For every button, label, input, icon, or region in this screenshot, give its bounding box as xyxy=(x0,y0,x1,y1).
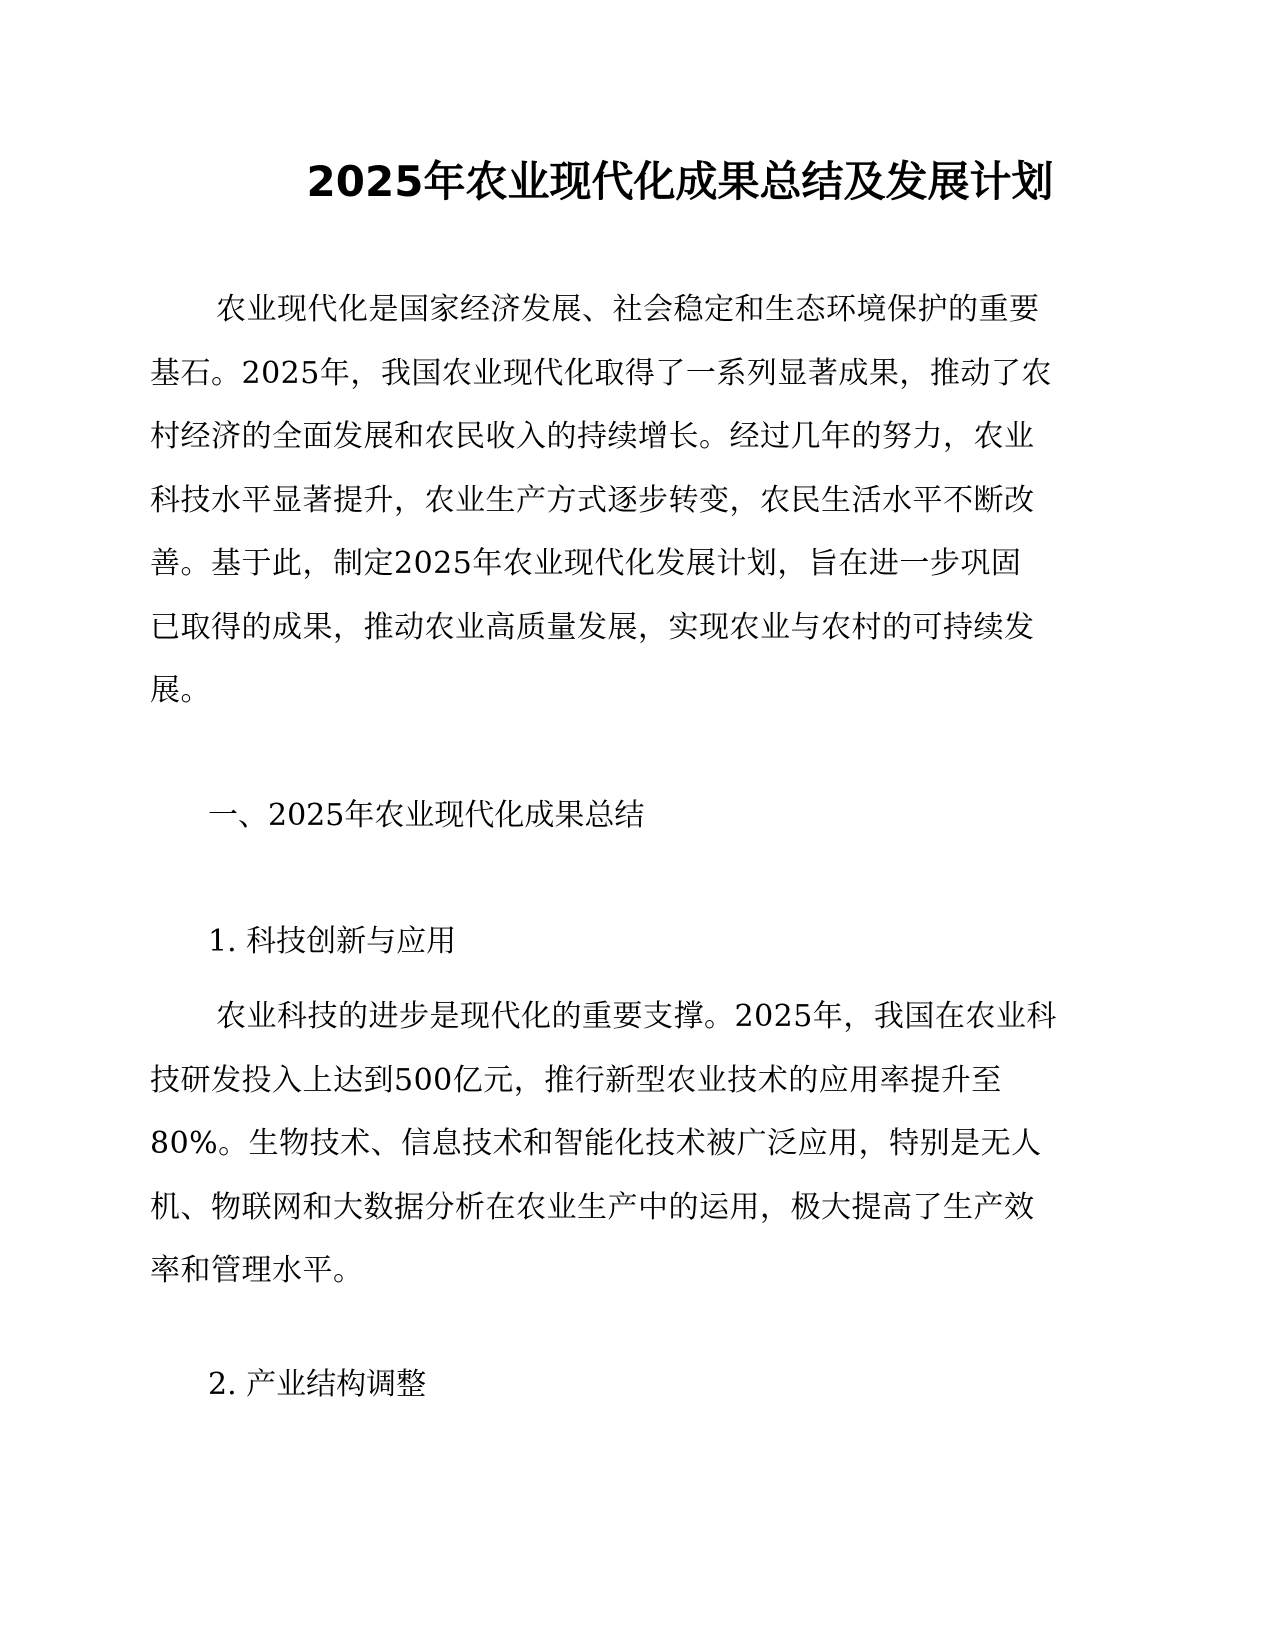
section-heading-1: 一、2025年农业现代化成果总结 xyxy=(208,798,645,833)
paragraph-line: 机、物联网和大数据分析在农业生产中的运用，极大提高了生产效 xyxy=(150,1189,1035,1225)
document-title: 2025年农业现代化成果总结及发展计划 xyxy=(306,157,1054,206)
paragraph-line: 展。 xyxy=(150,673,211,708)
subsection-heading-2: 2. 产业结构调整 xyxy=(208,1367,427,1402)
paragraph-line: 基石。2025年，我国农业现代化取得了一系列显著成果，推动了农 xyxy=(150,355,1052,391)
paragraph-line: 80%。生物技术、信息技术和智能化技术被广泛应用，特别是无人 xyxy=(150,1126,1042,1161)
paragraph-line: 科技水平显著提升，农业生产方式逐步转变，农民生活水平不断改 xyxy=(150,482,1035,518)
paragraph-line: 技研发投入上达到500亿元，推行新型农业技术的应用率提升至 xyxy=(150,1062,1002,1098)
paragraph-line: 已取得的成果，推动农业高质量发展，实现农业与农村的可持续发 xyxy=(150,609,1035,645)
paragraph-line: 村经济的全面发展和农民收入的持续增长。经过几年的努力，农业 xyxy=(150,419,1035,454)
subsection-heading-1: 1. 科技创新与应用 xyxy=(208,924,457,959)
paragraph-line: 率和管理水平。 xyxy=(150,1253,364,1288)
paragraph-line: 善。基于此，制定2025年农业现代化发展计划，旨在进一步巩固 xyxy=(150,546,1022,581)
paragraph-line: 农业现代化是国家经济发展、社会稳定和生态环境保护的重要 xyxy=(216,292,1040,327)
intro-paragraph xyxy=(150,278,1120,723)
tech-innovation-paragraph xyxy=(150,985,1120,1303)
paragraph-line: 农业科技的进步是现代化的重要支撑。2025年，我国在农业科 xyxy=(216,999,1057,1034)
